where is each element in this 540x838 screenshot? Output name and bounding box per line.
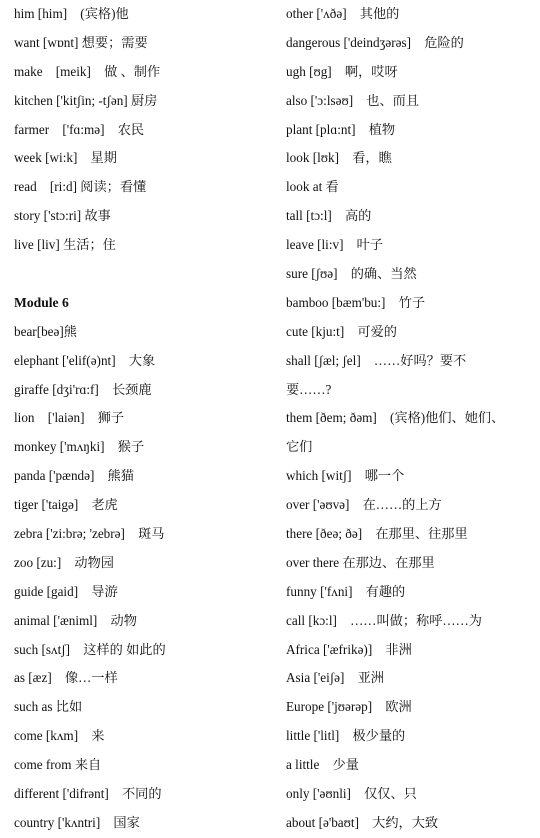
vocab-entry: tall [tɔ:l] 高的 (286, 208, 372, 224)
vocab-entry: only ['əʊnli] 仅仅、只 (286, 786, 417, 802)
left-vocabulary-column (14, 0, 274, 838)
vocab-entry: little ['litl] 极少量的 (286, 728, 406, 744)
vocab-entry: shall [ʃæl; ʃel] ……好吗？要不 (286, 352, 467, 368)
vocab-entry: country ['kʌntri] 国家 (14, 814, 140, 830)
vocab-entry: which [witʃ] 哪一个 (286, 468, 405, 484)
vocab-entry: week [wi:k] 星期 (14, 150, 117, 166)
vocab-entry: look at 看 (286, 179, 339, 195)
vocab-entry: panda ['pændə] 熊猫 (14, 468, 134, 484)
vocab-entry: over there 在那边、在那里 (286, 554, 435, 570)
vocab-entry: over ['əʊvə] 在……的上方 (286, 497, 442, 513)
vocab-entry: animal ['æniml] 动物 (14, 612, 137, 628)
vocab-entry: live [liv] 生活；住 (14, 237, 116, 253)
vocab-entry: also ['ɔ:lsəʊ] 也、而且 (286, 92, 420, 108)
vocab-entry: zebra ['zi:brə; 'zebrə] 斑马 (14, 526, 165, 542)
vocab-entry: make [meik] 做 、制作 (14, 63, 161, 79)
right-vocabulary-column (286, 0, 540, 838)
vocab-entry: sure [ʃʊə] 的确、当然 (286, 266, 417, 282)
vocab-entry: him [him] (宾格)他 (14, 6, 129, 21)
vocab-entry: dangerous ['deindʒərəs] 危险的 (286, 34, 464, 50)
vocab-entry: elephant ['elif(ə)nt] 大象 (14, 352, 156, 368)
vocab-entry: monkey ['mʌŋki] 猴子 (14, 439, 145, 455)
vocab-entry-continuation: 要……? (286, 381, 332, 397)
vocab-entry: ugh [ʊg] 啊，哎呀 (286, 63, 398, 79)
vocab-entry: leave [li:v] 叶子 (286, 237, 384, 253)
vocab-entry: such as 比如 (14, 699, 83, 715)
vocab-entry: Africa ['æfrikə)] 非洲 (286, 641, 412, 657)
vocab-entry: guide [gaid] 导游 (14, 583, 118, 599)
vocab-entry: different ['difrənt] 不同的 (14, 786, 162, 802)
vocab-entry: read [ri:d] 阅读；看懂 (14, 179, 147, 195)
module-heading: Module 6 (14, 294, 69, 310)
vocab-entry: a little 少量 (286, 757, 359, 773)
vocab-entry: such [sʌtʃ] 这样的 如此的 (14, 641, 166, 657)
vocab-entry: Europe ['jʊərəp] 欧洲 (286, 699, 412, 715)
vocab-entry: giraffe [dʒi'rɑ:f] 长颈鹿 (14, 381, 152, 397)
vocab-entry: plant [plɑ:nt] 植物 (286, 121, 396, 137)
vocab-entry: them [ðem; ðəm] (宾格)他们、她们、 (286, 410, 505, 426)
vocab-entry-continuation: 它们 (286, 439, 313, 455)
vocab-entry: funny ['fʌni] 有趣的 (286, 583, 406, 599)
vocab-entry: come [kʌm] 来 (14, 728, 105, 744)
vocab-entry: story ['stɔ:ri] 故事 (14, 208, 111, 224)
vocab-entry: farmer ['fɑ:mə] 农民 (14, 121, 145, 137)
vocab-entry: about [ə'baʊt] 大约，大致 (286, 814, 439, 830)
vocab-entry: there [ðeə; ðə] 在那里、往那里 (286, 526, 468, 542)
vocab-entry: bamboo [bæm'bu:] 竹子 (286, 294, 426, 310)
vocab-entry: tiger ['taigə] 老虎 (14, 497, 118, 513)
vocab-entry: cute [kju:t] 可爱的 (286, 323, 397, 339)
vocab-entry: as [æz] 像…一样 (14, 670, 118, 686)
vocab-entry: look [lʊk] 看，瞧 (286, 150, 392, 166)
vocab-entry: zoo [zu:] 动物园 (14, 554, 114, 570)
vocab-entry: other ['ʌðə] 其他的 (286, 6, 400, 21)
blank-line (14, 260, 274, 289)
vocab-entry: call [kɔ:l] ……叫做；称呼……为 (286, 612, 482, 628)
vocab-entry: kitchen ['kitʃin; -tʃən] 厨房 (14, 92, 158, 108)
vocab-entry: want [wɒnt] 想要；需要 (14, 34, 148, 50)
vocab-entry: Asia ['eiʃə] 亚洲 (286, 670, 384, 686)
vocab-entry: lion ['laiən] 狮子 (14, 410, 125, 426)
vocab-entry: bear[beə]熊 (14, 323, 77, 339)
vocab-entry: come from 来自 (14, 757, 102, 773)
